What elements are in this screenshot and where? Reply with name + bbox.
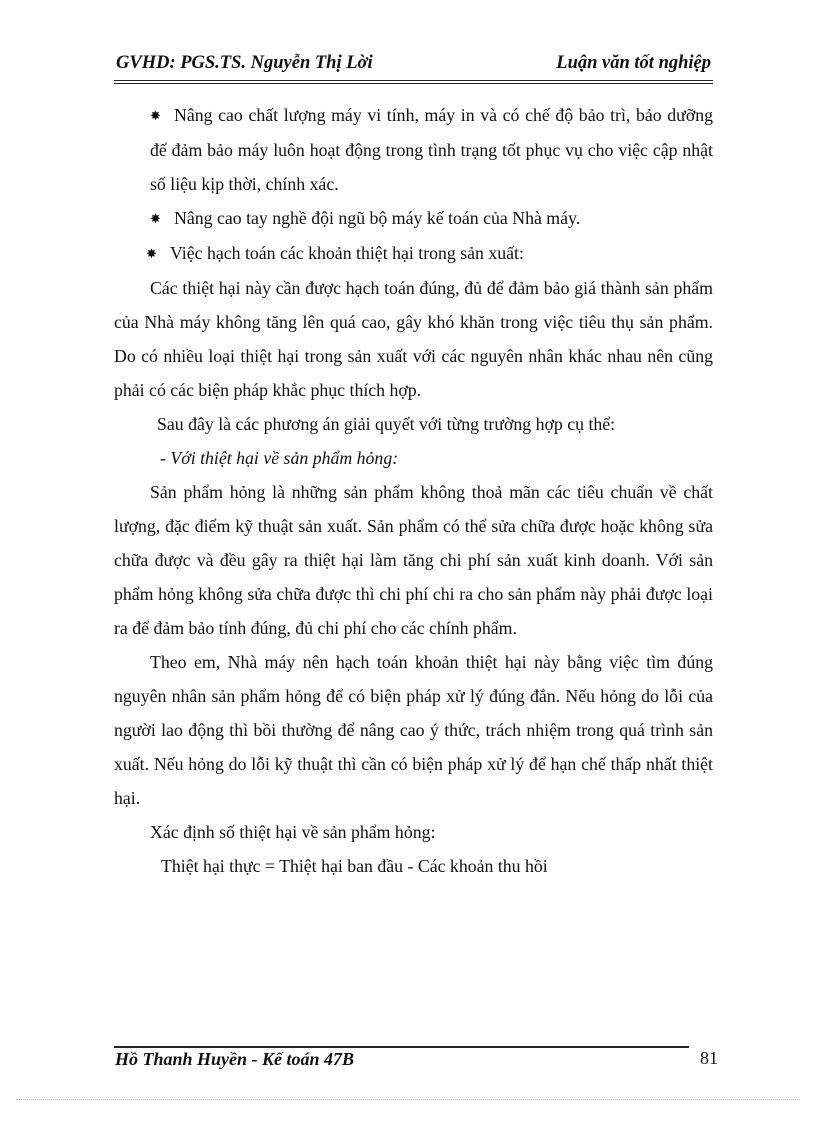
bullet-text: Nâng cao chất lượng máy vi tính, máy in và có chế độ bảo trì, bảo dưỡng để đảm bảo máy luôn hoạt động trong tình trạng tốt phục vụ cho việc cập nhật số liệu kịp thời, chính xác. (150, 105, 713, 194)
asterisk-bullet-icon: ✸ (150, 108, 161, 123)
subheading-defective-products: - Với thiệt hại về sản phẩm hỏng: (160, 448, 399, 468)
footer-rule (114, 1046, 689, 1048)
bullet-text: Nâng cao tay nghề đội ngũ bộ máy kế toán của Nhà máy. (174, 208, 581, 228)
footer-author: Hồ Thanh Huyền - Kế toán 47B (115, 1049, 355, 1069)
formula-actual-damage: Thiệt hại thực = Thiệt hại ban đầu - Các khoản thu hồi (161, 856, 548, 876)
bullet-text: Việc hạch toán các khoản thiệt hại trong sản xuất: (170, 243, 524, 263)
page-body (114, 98, 713, 883)
bullet-item-1 (114, 98, 713, 201)
page-number: 81 (700, 1048, 718, 1068)
asterisk-bullet-icon: ✸ (150, 211, 161, 226)
bullet-item-2 (114, 201, 713, 236)
paragraph-recommendation: Theo em, Nhà máy nên hạch toán khoản thiệt hại này bằng việc tìm đúng nguyên nhân sản phẩm hỏng để có biện pháp xử lý đúng đắn. Nếu hỏng do lỗi của người lao động thì bồi thường để nâng cao ý thức, trách nhiệm trong quá trình sản xuất. Nếu hỏng do lỗi kỹ thuật thì cần có biện pháp xử lý để hạn chế thấp nhất thiệt hại. (114, 652, 713, 808)
bullet-item-3 (114, 236, 713, 271)
header-advisor: GVHD: PGS.TS. Nguyễn Thị Lời (116, 53, 373, 73)
paragraph-damages-accounting: Các thiệt hại này cần được hạch toán đúng, đủ để đảm bảo giá thành sản phẩm của Nhà máy không tăng lên quá cao, gây khó khăn trong việc tiêu thụ sản phẩm. Do có nhiều loại thiệt hại trong sản xuất với các nguyên nhân khác nhau nên cũng phải có các biện pháp khắc phục thích hợp. (114, 278, 713, 400)
asterisk-bullet-icon: ✸ (146, 246, 157, 261)
paragraph-damage-calculation: Xác định số thiệt hại về sản phẩm hỏng: (150, 822, 436, 842)
paragraph-solutions-intro: Sau đây là các phương án giải quyết với từng trường hợp cụ thể: (157, 414, 616, 434)
header-document-type: Luận văn tốt nghiệp (556, 53, 711, 73)
page-header (114, 50, 713, 84)
page-bottom-dotted-line (16, 1099, 800, 1100)
paragraph-defective-definition: Sản phẩm hỏng là những sản phẩm không thoả mãn các tiêu chuẩn về chất lượng, đặc điểm kỹ thuật sản xuất. Sản phẩm có thể sửa chữa được hoặc không sửa chữa được và đều gây ra thiệt hại làm tăng chi phí sản xuất kinh doanh. Với sản phẩm hỏng không sửa chữa được thì chi phí chi ra cho sản phẩm này phải được loại ra để đảm bảo tính đúng, đủ chi phí cho các chính phẩm. (114, 482, 713, 638)
